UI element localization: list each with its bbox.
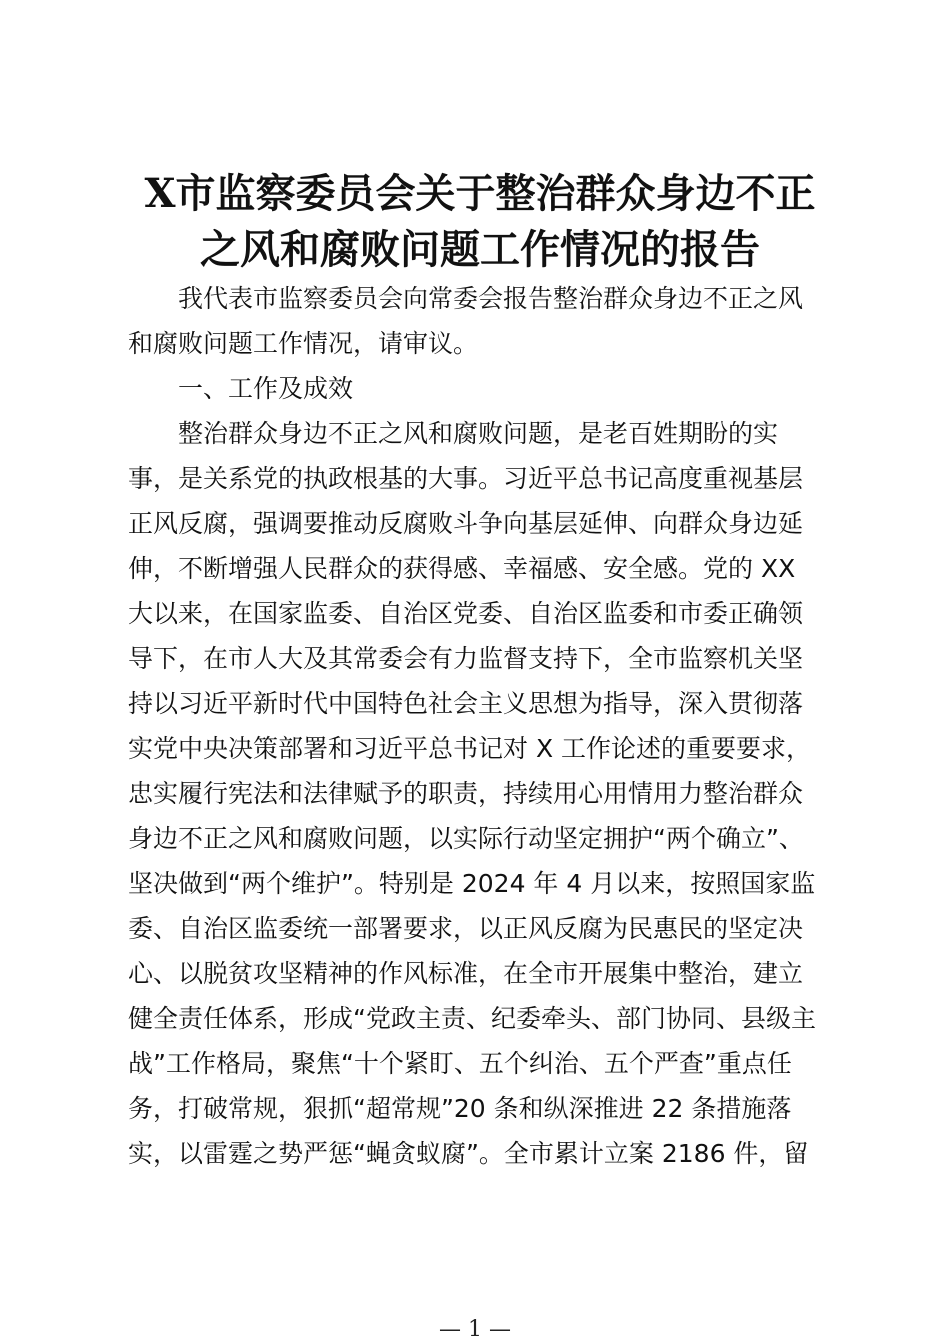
paragraph-line: 健全责任体系，形成“党政主责、纪委牵头、部门协同、县级主 <box>128 1004 816 1033</box>
body-paragraph <box>128 411 832 1176</box>
title-line: 之风和腐败问题工作情况的报告 <box>200 226 760 273</box>
paragraph-line: 伸，不断增强人民群众的获得感、幸福感、安全感。党的 XX <box>128 554 796 583</box>
paragraph-line: 和腐败问题工作情况，请审议。 <box>128 329 479 358</box>
section-heading <box>128 366 832 411</box>
paragraph-line: 正风反腐，强调要推动反腐败斗争向基层延伸、向群众身边延 <box>128 509 804 538</box>
paragraph-line: 坚决做到“两个维护”。特别是 2024 年 4 月以来，按照国家监 <box>128 869 816 898</box>
paragraph-line: 我代表市监察委员会向常委会报告整治群众身边不正之风 <box>178 284 804 313</box>
document-body <box>128 276 832 1176</box>
title-line: X市监察委员会关于整治群众身边不正 <box>144 170 816 217</box>
paragraph-line: 忠实履行宪法和法律赋予的职责，持续用心用情用力整治群众 <box>128 779 804 808</box>
paragraph-line: 实党中央决策部署和习近平总书记对 X 工作论述的重要要求， <box>128 734 812 763</box>
paragraph-line: 委、自治区监委统一部署要求，以正风反腐为民惠民的坚定决 <box>128 914 804 943</box>
intro-paragraph <box>128 276 832 366</box>
paragraph-line: 事，是关系党的执政根基的大事。习近平总书记高度重视基层 <box>128 464 804 493</box>
paragraph-line: 大以来，在国家监委、自治区党委、自治区监委和市委正确领 <box>128 599 804 628</box>
paragraph-line: 务，打破常规，狠抓“超常规”20 条和纵深推进 22 条措施落 <box>128 1094 792 1123</box>
paragraph-line: 战”工作格局，聚焦“十个紧盯、五个纠治、五个严查”重点任 <box>128 1049 792 1078</box>
paragraph-line: 实，以雷霆之势严惩“蝇贪蚁腐”。全市累计立案 2186 件，留 <box>128 1139 809 1168</box>
page-number: — 1 — <box>439 1317 511 1342</box>
section-heading-text: 一、工作及成效 <box>178 374 354 403</box>
paragraph-line: 心、以脱贫攻坚精神的作风标准，在全市开展集中整治，建立 <box>128 959 804 988</box>
paragraph-line: 身边不正之风和腐败问题，以实际行动坚定拥护“两个确立”、 <box>128 824 804 853</box>
paragraph-line: 整治群众身边不正之风和腐败问题，是老百姓期盼的实 <box>178 419 779 448</box>
paragraph-line: 持以习近平新时代中国特色社会主义思想为指导，深入贯彻落 <box>128 689 804 718</box>
document-title <box>110 166 850 278</box>
paragraph-line: 导下，在市人大及其常委会有力监督支持下，全市监察机关坚 <box>128 644 804 673</box>
